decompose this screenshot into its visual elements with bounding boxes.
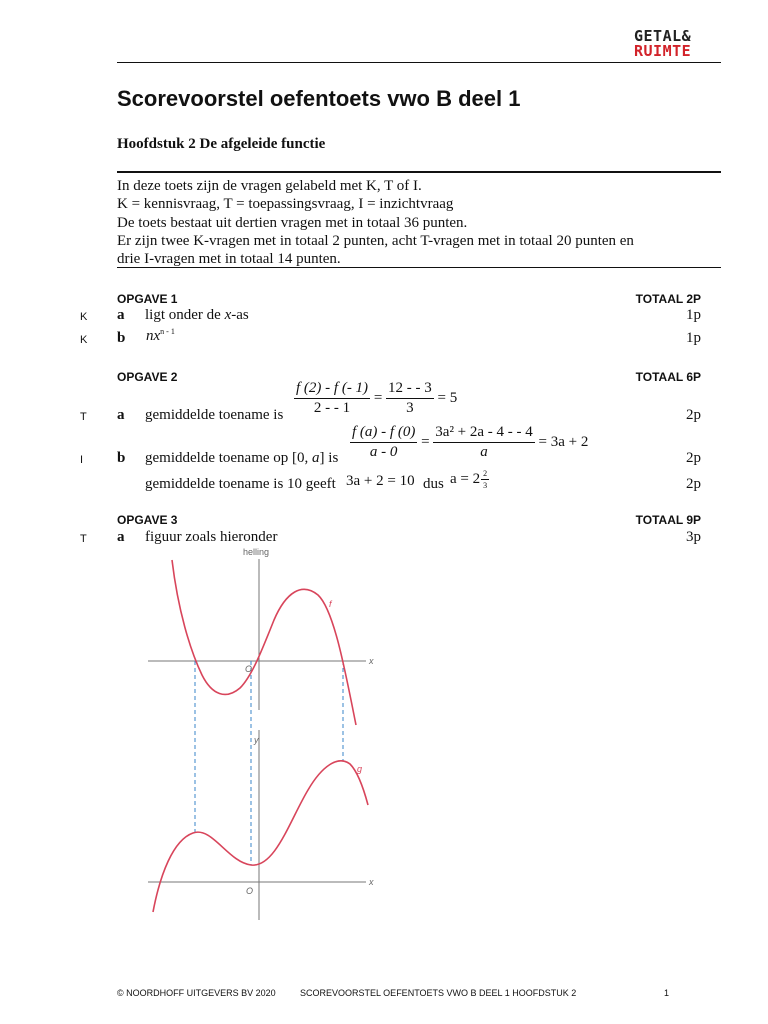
opgave1a-answer: ligt onder de x-as bbox=[145, 307, 249, 323]
opgave2a-formula: $\frac{f (2) - f (- 1)}{2 - - 1}$ = $\frac{12 - - 3}{3}$ = 5 bbox=[296, 380, 458, 416]
opgave2-title: OPGAVE 2 bbox=[117, 370, 178, 384]
curve-g bbox=[153, 761, 368, 912]
opgave1a-category: K bbox=[80, 311, 88, 323]
intro-line: De toets bestaat uit dertien vragen met in totaal 36 punten. bbox=[117, 214, 468, 231]
intro-bottom-rule bbox=[117, 267, 721, 268]
opgave2c-result: a = 2 $\frac{2}{3}$ bbox=[450, 469, 488, 490]
opgave2c-points: 2p bbox=[686, 476, 701, 492]
opgave2c-equation: 3a + 2 = 10 bbox=[346, 473, 415, 489]
logo-ruimte: RUIMTE bbox=[634, 42, 692, 60]
opgave2a-points: 2p bbox=[686, 407, 701, 423]
opgave2b-formula: $\frac{f (a) - f (0)}{a - 0}$ = $\frac{\text{3a² + 2a - 4 - - 4}}{a}$ = 3a + 2 bbox=[352, 424, 589, 460]
top-y-label: helling bbox=[243, 547, 270, 557]
bottom-x-label: x bbox=[369, 877, 374, 887]
opgave1b-points: 1p bbox=[686, 330, 701, 346]
intro-text bbox=[117, 177, 717, 268]
opgave2b-text: gemiddelde toename op [0, a] is bbox=[145, 450, 339, 466]
formula-fraction: $\frac{f (a) - f (0)}{a - 0}$ bbox=[352, 424, 416, 460]
opgave3a-text: figuur zoals hieronder bbox=[145, 529, 278, 545]
intro-line: Er zijn twee K-vragen met in totaal 2 punten, acht T-vragen met in totaal 20 punten en bbox=[117, 232, 634, 249]
footer-copyright: © NOORDHOFF UITGEVERS BV 2020 bbox=[117, 988, 276, 998]
opgave3a-points: 3p bbox=[686, 529, 701, 545]
header-rule bbox=[117, 62, 721, 63]
opgave1-title: OPGAVE 1 bbox=[117, 292, 178, 306]
opgave2b-category: I bbox=[80, 454, 84, 466]
opgave1a-letter: a bbox=[117, 307, 125, 323]
opgave3-total: TOTAAL 9P bbox=[635, 513, 701, 527]
formula-fraction: $\frac{12 - - 3}{3}$ bbox=[388, 380, 432, 416]
intro-line: K = kennisvraag, T = toepassingsvraag, I = inzichtvraag bbox=[117, 196, 454, 213]
curve-g-label: g bbox=[357, 764, 363, 774]
opgave1b-letter: b bbox=[117, 330, 126, 346]
opgave2c-dus: dus bbox=[423, 476, 444, 492]
intro-top-rule bbox=[117, 171, 721, 173]
opgave2c-text: gemiddelde toename is 10 geeft bbox=[145, 476, 336, 492]
opgave1-total: TOTAAL 2P bbox=[635, 292, 701, 306]
graph-figure bbox=[140, 544, 380, 924]
bottom-origin-label: O bbox=[246, 886, 254, 896]
opgave2a-category: T bbox=[80, 411, 87, 423]
opgave2a-letter: a bbox=[117, 407, 125, 423]
opgave2-total: TOTAAL 6P bbox=[635, 370, 701, 384]
opgave1b-category: K bbox=[80, 334, 88, 346]
intro-line: drie I-vragen met in totaal 14 punten. bbox=[117, 251, 341, 268]
page-title: Scorevoorstel oefentoets vwo B deel 1 bbox=[117, 86, 521, 111]
bottom-y-label: y bbox=[254, 735, 259, 745]
intro-line: In deze toets zijn de vragen gelabeld met K, T of I. bbox=[117, 178, 422, 194]
curve-f bbox=[172, 560, 356, 725]
opgave3-title: OPGAVE 3 bbox=[117, 513, 178, 527]
opgave1a-points: 1p bbox=[686, 307, 701, 323]
footer-page-number: 1 bbox=[664, 988, 670, 998]
opgave1b-answer: $nx^{n - 1}$ bbox=[146, 327, 175, 344]
top-origin-label: O bbox=[245, 664, 253, 674]
opgave2b-letter: b bbox=[117, 450, 126, 466]
opgave2b-points: 2p bbox=[686, 450, 701, 466]
opgave3a-letter: a bbox=[117, 529, 125, 545]
formula-fraction: $\frac{f (2) - f (- 1)}{2 - - 1}$ bbox=[296, 380, 369, 416]
chapter-heading: Hoofdstuk 2 De afgeleide functie bbox=[117, 136, 326, 152]
top-x-label: x bbox=[369, 656, 374, 666]
opgave2a-text: gemiddelde toename is bbox=[145, 407, 284, 423]
formula-fraction: $\frac{\text{3a² + 2a - 4 - - 4}}{a}$ bbox=[435, 424, 533, 460]
curve-f-label: f bbox=[329, 599, 332, 609]
logo-getal: GETAL& bbox=[634, 27, 692, 45]
footer-document: SCOREVOORSTEL OEFENTOETS VWO B DEEL 1 HOOFDSTUK 2 bbox=[300, 988, 577, 998]
opgave3a-category: T bbox=[80, 533, 87, 545]
